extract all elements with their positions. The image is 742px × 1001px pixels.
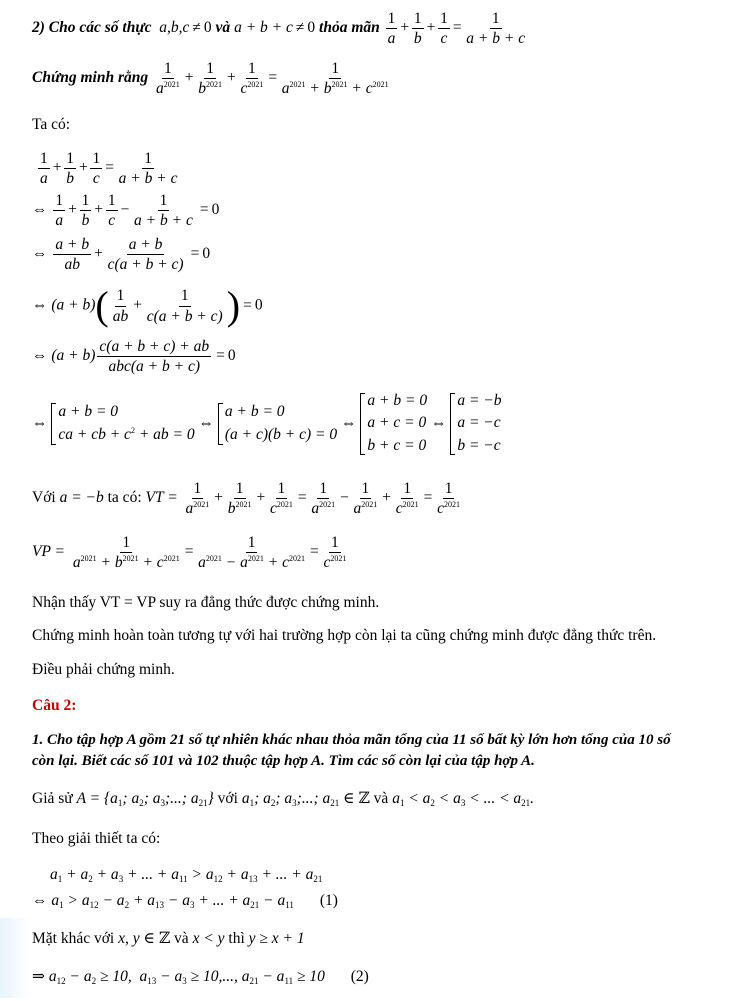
question-2-heading: Câu 2: (32, 697, 77, 714)
note-equal: Nhận thấy VT = VP suy ra đẳng thức được chứng minh. (32, 594, 380, 611)
note-similar: Chứng minh hoàn toàn tương tự với hai trường hợp còn lại ta cũng chứng minh được đẳng thức trên. (32, 627, 657, 644)
step-6: ⇔ a + b = 0 ca + cb + $c^2$ + ab = 0 ⇔ a + b = 0 (a + c)(b + c) = 0 ⇔ a + b = 0 a + c = 0 b + c = 0 ⇔ a = −b a = −c b = −c (32, 392, 502, 454)
step-1: $\frac{1}{a}$ + $\frac{1}{b}$ + $\frac{1}{c}$ = $\frac{1}{a + b + c}$ (40, 150, 178, 188)
watermark-decoration (0, 918, 30, 998)
vp-equation: VP = $\frac{1}{a^{2021} + b^{2021} + c^{2021}}$ = $\frac{1}{a^{2021} - a^{2021} + c^{2021}}$ = $\frac{1}{c^{2021}}$ (32, 534, 347, 572)
problem-2-statement: 2) Cho các số thực a,b,c ≠ 0 và a + b + c ≠ 0 thỏa mãn $\frac{1}{a}$ + $\frac{1}{b}$ + $\frac{1}{c}$ = $\frac{1}{a + b + c}$ (32, 10, 526, 48)
inequality-2: ⇒ $a_{12} - a_2 \ge 10$, $a_{13} - a_3 \ge 10$,..., $a_{21} - a_{11} \ge 10$ (2) (32, 968, 369, 986)
other-hand-line: Mặt khác với x, y ∈ ℤ và x < y thì y ≥ x + 1 (32, 930, 305, 947)
note-qed: Điều phải chứng minh. (32, 661, 175, 678)
inequality-sum: $a_1 + a_2 + a_3$ + ... + $a_{11} > a_{12} + a_{13}$ + ... + $a_{21}$ (50, 866, 323, 884)
prove-statement: Chứng minh rằng $\frac{1}{a^{2021}}$ + $\frac{1}{b^{2021}}$ + $\frac{1}{c^{2021}}$ = $\frac{1}{a^{2021} + b^{2021} + c^{2021}}$ (32, 60, 389, 98)
step-5: ⇔ (a + b) $\frac{c(a + b + c) + ab}{\text{abc(a + b + c)}}$ = 0 (32, 338, 236, 376)
we-have-label: Ta có: (32, 116, 71, 133)
step-2: ⇔ $\frac{1}{a}$ + $\frac{1}{b}$ + $\frac{1}{c}$ − $\frac{1}{a + b + c}$ = 0 (32, 192, 220, 230)
problem-1-line-2: còn lại. Biết các số 101 và 102 thuộc tập hợp A. Tìm các số còn lại của tập hợp A. (32, 753, 535, 769)
problem-1-line-1: 1. Cho tập hợp A gồm 21 số tự nhiên khác nhau thỏa mãn tổng của 11 số bất kỳ lớn hơn tổng của 10 số (32, 732, 671, 748)
assume-line: Giả sử $A = \{a_1$; $a_2$; $a_3$;...; $a_{21}$} với $a_1$; $a_2$; $a_3$;...; $a_{21}$ ∈ ℤ và $a_1 < a_2 < a_3$ < ... < $a_{21}$. (32, 790, 535, 808)
step-4: ⇔ (a + b)( $\frac{1}{ab}$ + $\frac{1}{c(a + b + c)}$ ) = 0 (32, 283, 263, 328)
inequality-1: ⇔ $a_1 > a_{12} - a_2 + a_{13} - a_3$ + ... + $a_{21} - a_{11}$ (1) (32, 892, 338, 910)
by-assumption: Theo giải thiết ta có: (32, 830, 161, 847)
case-a-equals-minus-b: Với a = −b ta có: VT = $\frac{1}{a^{2021}}$ + $\frac{1}{b^{2021}}$ + $\frac{1}{c^{2021}}$ = $\frac{1}{a^{2021}}$ − $\frac{1}{a^{2021}}$ + $\frac{1}{c^{2021}}$ = $\frac{1}{c^{2021}}$ (32, 480, 461, 518)
step-3: ⇔ $\frac{a + b}{ab}$ + $\frac{a + b}{c(a + b + c)}$ = 0 (32, 236, 211, 274)
